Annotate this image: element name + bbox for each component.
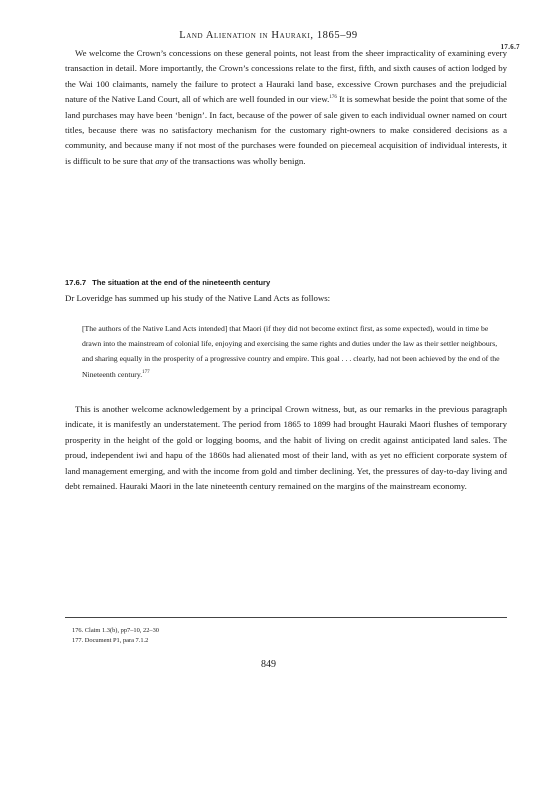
body-paragraph-1 xyxy=(65,46,507,169)
section-number: 17.6.7 xyxy=(65,278,87,287)
paragraph-text: We welcome the Crown’s concessions on these general points, not least from the sheer impracticality of examining every transaction in detail. More importantly, the Crown’s concessions relate to the first, fifth, and sixth causes of action lodged by the Wai 100 claimants, namely the failure to protect a Hauraki land base, excessive Crown purchases and the prejudicial nature of the Native Land Court, all of which are well founded in our view. xyxy=(65,48,507,105)
footnote-176: 176. Claim 1.3(b), pp7–10, 22–30 xyxy=(72,627,159,634)
paragraph-text: It is somewhat beside the point that some of the land purchases may have been ‘benign’. In fact, because of the power of sale given to each individual owner named on court titles, because there was no satisfactory mechanism for the customary right-owners to make considered decisions as a community, and because many if not most of the purchases were founded on piecemeal acquisition of individual interests, it is difficult to be sure that xyxy=(65,94,507,166)
footnote-divider xyxy=(65,617,507,618)
footnote-177: 177. Document P1, para 7.1.2 xyxy=(72,637,149,644)
section-heading xyxy=(65,277,507,289)
quote-text: [The authors of the Native Land Acts intended] that Maori (if they did not become extinct first, as some expected), would in time be drawn into the mainstream of colonial life, enjoying and exercising the same rights and duties under the law as their settler neighbours, and sharing equally in the prosperity of a progressive country and empire. This goal . . . clearly, had not been achieved by the end of the Nineteenth century. xyxy=(82,324,500,379)
footnote-ref-177: 177 xyxy=(142,369,150,375)
body-paragraph-2: Dr Loveridge has summed up his study of the Native Land Acts as follows: xyxy=(65,293,331,303)
running-head: Land Alienation in Hauraki, 1865–99 xyxy=(179,30,358,41)
page-number: 849 xyxy=(261,659,276,670)
emphasis-text: any xyxy=(155,155,168,166)
section-reference: 17.6.7 xyxy=(500,44,520,51)
body-paragraph-3: This is another welcome acknowledgement by a principal Crown witness, but, as our remarks in the previous paragraph indicate, it is manifestly an understatement. The period from 1865 to 1899 had brought Hauraki Maori flushes of temporary prosperity in the height of the gold or logging booms, and the habit of living on credit against anticipated land sales. The proud, independent iwi and hapu of the 1860s had alienated most of their land, with as yet no efficient corporate system of land management emerging, and with the income from gold and timber declining. Yet, the pressures of day-to-day living and debt remained. Hauraki Maori in the late nineteenth century remained on the margins of the mainstream economy. xyxy=(65,404,507,492)
footnote-ref-176: 176 xyxy=(329,95,337,101)
block-quote xyxy=(82,321,500,382)
paragraph-text: of the transactions was wholly benign. xyxy=(167,155,306,166)
section-title: The situation at the end of the nineteenth century xyxy=(92,278,271,287)
